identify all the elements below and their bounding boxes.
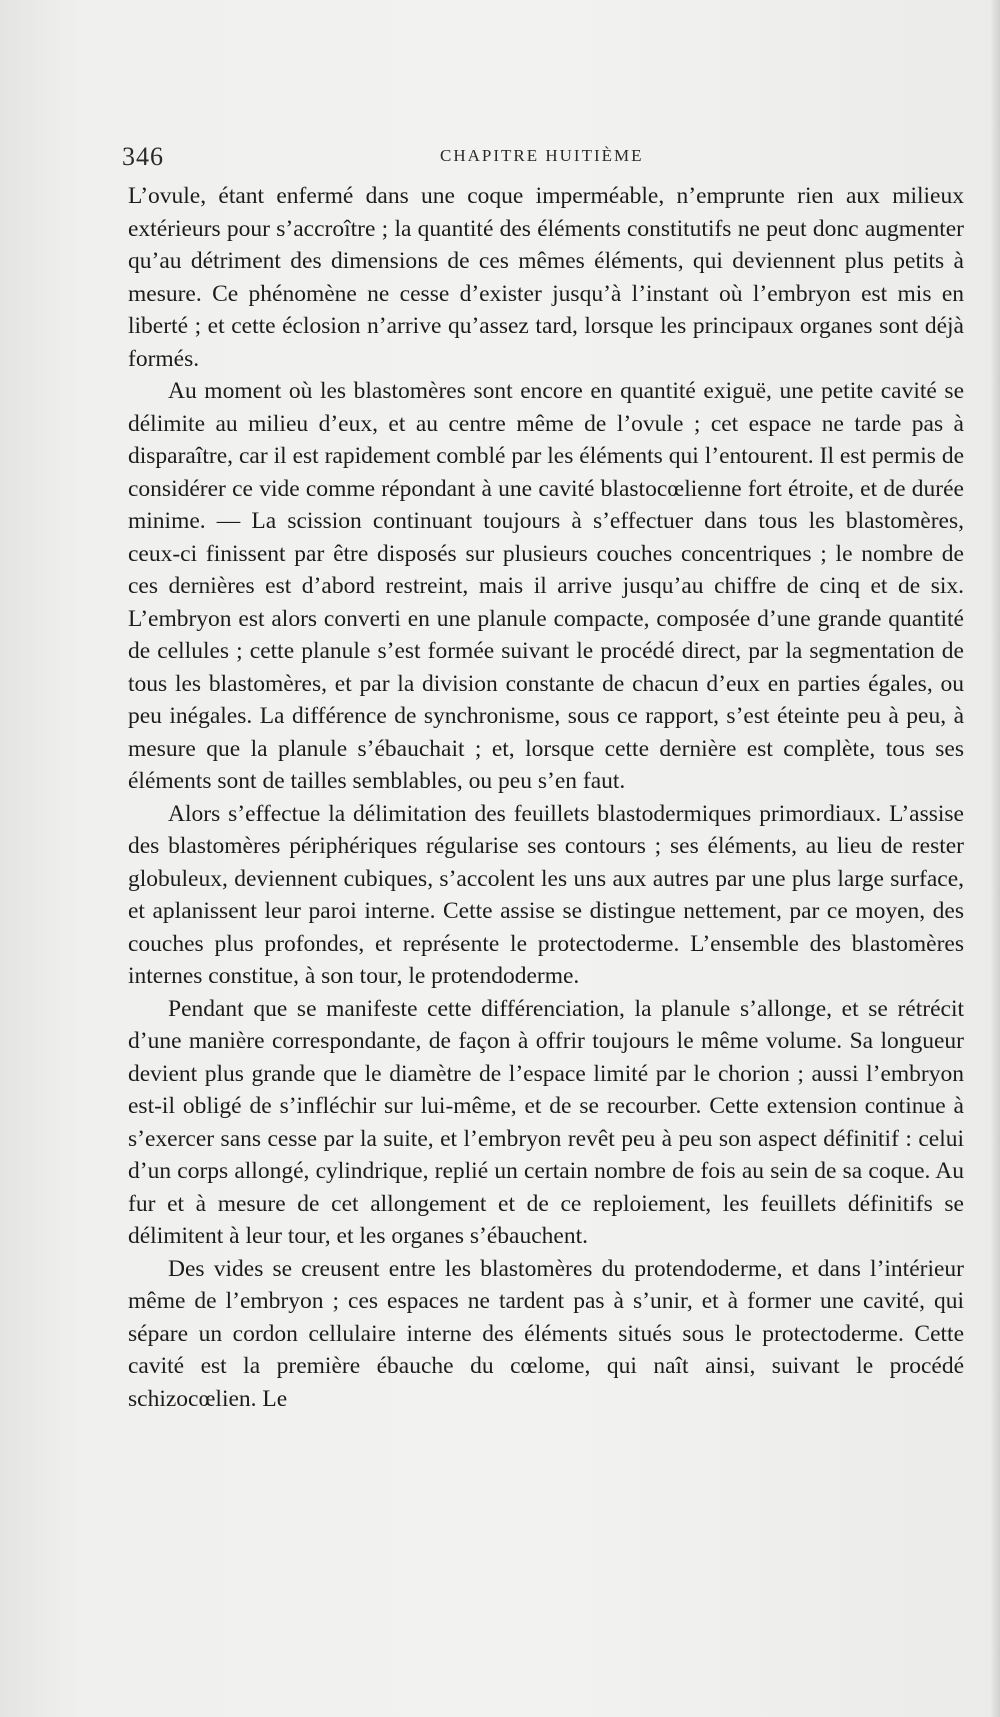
chapter-title: CHAPITRE HUITIÈME bbox=[440, 146, 644, 165]
paragraph: Au moment où les blastomères sont encore en quantité exiguë, une petite cavité se délimite au milieu d’eux, et au centre même de l’ovule ; cet espace ne tarde pas à disparaître, car il est rapidement comblé par les éléments qui l’entourent. Il est permis de considérer ce vide comme répondant à une cavité blastocœlienne fort étroite, et de durée minime. — La scission continuant toujours à s’effectuer dans tous les blastomères, ceux-ci finissent par être disposés sur plusieurs couches concentriques ; le nombre de ces dernières est d’abord restreint, mais il arrive jusqu’au chiffre de cinq et de six. L’embryon est alors converti en une planule compacte, composée d’une grande quantité de cellules ; cette planule s’est formée suivant le procédé direct, par la segmentation de tous les blastomères, et par la division constante de chacun d’eux en parties égales, ou peu inégales. La différence de synchronisme, sous ce rapport, s’est éteinte peu à peu, à mesure que la planule s’ébauchait ; et, lorsque cette dernière est complète, tous ses éléments sont de tailles semblables, ou peu s’en faut. bbox=[128, 378, 964, 794]
paragraph: Alors s’effectue la délimitation des feuillets blastodermiques primordiaux. L’assise des blastomères périphériques régularise ses contours ; ses éléments, au lieu de rester globuleux, deviennent cubiques, s’accolent les uns aux autres par une plus large surface, et aplanissent leur paroi interne. Cette assise se distingue nettement, par ce moyen, des couches plus profondes, et représente le protectoderme. L’ensemble des blastomères internes constitue, à son tour, le protendoderme. bbox=[128, 800, 964, 989]
paragraph: L’ovule, étant enfermé dans une coque imperméable, n’emprunte rien aux milieux extérieurs pour s’accroître ; la quantité des éléments constitutifs ne peut donc augmenter qu’au détriment des dimensions de ces mêmes éléments, qui deviennent plus petits à mesure. Ce phénomène ne cesse d’exister jusqu’à l’instant où l’embryon est mis en liberté ; et cette éclosion n’arrive qu’assez tard, lorsque les principaux organes sont déjà formés. bbox=[128, 183, 964, 372]
paragraph: Pendant que se manifeste cette différenciation, la planule s’allonge, et se rétrécit d’une manière correspondante, de façon à offrir toujours le même volume. Sa longueur devient plus grande que le diamètre de l’espace limité par le chorion ; aussi l’embryon est-il obligé de s’infléchir sur lui-même, et de se recourber. Cette extension continue à s’exercer sans cesse par la suite, et l’embryon revêt peu à peu son aspect définitif : celui d’un corps allongé, cylindrique, replié un certain nombre de fois au sein de sa coque. Au fur et à mesure de cet allongement et de ce reploiement, les feuillets définitifs se délimitent à leur tour, et les organes s’ébauchent. bbox=[128, 995, 964, 1249]
running-header bbox=[122, 142, 972, 171]
paragraph: Des vides se creusent entre les blastomères du protendoderme, et dans l’intérieur même de l’embryon ; ces espaces ne tardent pas à s’unir, et à former une cavité, qui sépare un cordon cellulaire interne des éléments situés sous le protectoderme. Cette cavité est la première ébauche du cœlome, qui naît ainsi, suivant le procédé schizocœlien. Le bbox=[128, 1255, 964, 1412]
page-edge-shadow bbox=[990, 0, 1000, 1717]
page-number: 346 bbox=[122, 142, 164, 171]
body-text bbox=[128, 180, 964, 1415]
